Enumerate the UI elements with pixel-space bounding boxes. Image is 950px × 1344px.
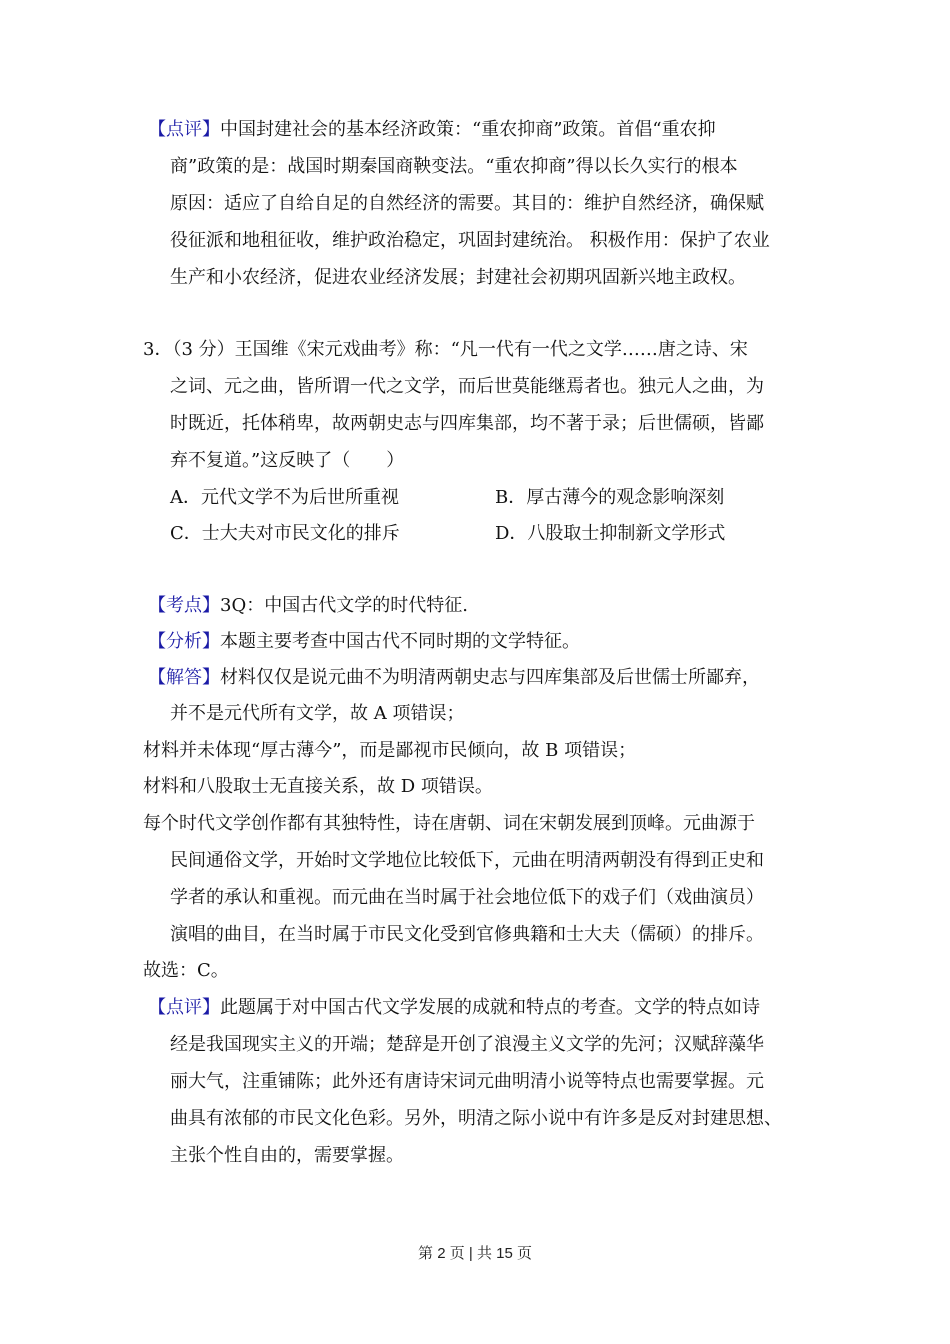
option-b: B．厚古薄今的观念影响深刻 [495, 487, 725, 508]
comment-line-2: 经是我国现实主义的开端；楚辞是开创了浪漫主义文学的先河；汉赋辞藻华 [170, 1034, 764, 1055]
comment-prev-line-4: 役征派和地租征收，维护政治稳定，巩固封建统治。 积极作用：保护了农业 [170, 230, 770, 251]
comment-tag: 【点评】 [148, 997, 220, 1018]
jieda-tag: 【解答】 [148, 667, 220, 688]
question-line-1: 3．（3 分）王国维《宋元戏曲考》称：“凡一代有一代之文学……唐之诗、宋 [143, 339, 748, 360]
kaodian-tag: 【考点】 [148, 595, 220, 616]
option-d: D．八股取士抑制新文学形式 [495, 523, 726, 544]
jieda-line-3: 材料并未体现“厚古薄今”，而是鄙视市民倾向，故 B 项错误； [143, 740, 637, 761]
jieda-line-4: 材料和八股取士无直接关系，故 D 项错误。 [143, 776, 493, 797]
option-c: C．士大夫对市民文化的排斥 [170, 523, 400, 544]
comment-line-5: 主张个性自由的，需要掌握。 [170, 1145, 404, 1166]
jieda-line-8: 演唱的曲目，在当时属于市民文化受到官修典籍和士大夫（儒硕）的排斥。 [170, 924, 764, 945]
page-footer: 第 2 页 | 共 15 页 [418, 1245, 532, 1262]
jieda-line-7: 学者的承认和重视。而元曲在当时属于社会地位低下的戏子们（戏曲演员） [170, 887, 764, 908]
jieda-line-6: 民间通俗文学，开始时文学地位比较低下，元曲在明清两朝没有得到正史和 [170, 850, 764, 871]
question-number: 3． [143, 339, 173, 360]
fenxi-line: 【分析】本题主要考查中国古代不同时期的文学特征。 [148, 631, 580, 652]
jieda-line-5: 每个时代文学创作都有其独特性，诗在唐朝、词在宋朝发展到顶峰。元曲源于 [143, 813, 755, 834]
question-line-2: 之词、元之曲，皆所谓一代之文学，而后世莫能继焉者也。独元人之曲，为 [170, 376, 764, 397]
fenxi-tag: 【分析】 [148, 631, 220, 652]
comment-prev-line-1: 【点评】中国封建社会的基本经济政策：“重农抑商”政策。首倡“重农抑 [148, 119, 716, 140]
kaodian-line: 【考点】3Q：中国古代文学的时代特征. [148, 595, 468, 616]
answer-line: 故选：C。 [143, 960, 229, 981]
comment-prev-line-5: 生产和小农经济，促进农业经济发展；封建社会初期巩固新兴地主政权。 [170, 267, 746, 288]
comment-prev-line-3: 原因：适应了自给自足的自然经济的需要。其目的：维护自然经济，确保赋 [170, 193, 764, 214]
comment-line-4: 曲具有浓郁的市民文化色彩。另外，明清之际小说中有许多是反对封建思想、 [170, 1108, 782, 1129]
comment-line-3: 丽大气，注重铺陈；此外还有唐诗宋词元曲明清小说等特点也需要掌握。元 [170, 1071, 764, 1092]
comment-tag: 【点评】 [148, 119, 220, 140]
question-line-3: 时既近，托体稍卑，故两朝史志与四库集部，均不著于录；后世儒硕，皆鄙 [170, 413, 764, 434]
question-line-4: 弃不复道。”这反映了（ ） [170, 450, 405, 471]
jieda-line-1: 【解答】材料仅仅是说元曲不为明清两朝史志与四库集部及后世儒士所鄙弃， [148, 667, 760, 688]
option-a: A．元代文学不为后世所重视 [170, 487, 399, 508]
comment-prev-line-2: 商”政策的是：战国时期秦国商鞅变法。“重农抑商”得以长久实行的根本 [170, 156, 738, 177]
jieda-line-2: 并不是元代所有文学，故 A 项错误； [170, 703, 465, 724]
comment-line-1: 【点评】此题属于对中国古代文学发展的成就和特点的考查。文学的特点如诗 [148, 997, 760, 1018]
